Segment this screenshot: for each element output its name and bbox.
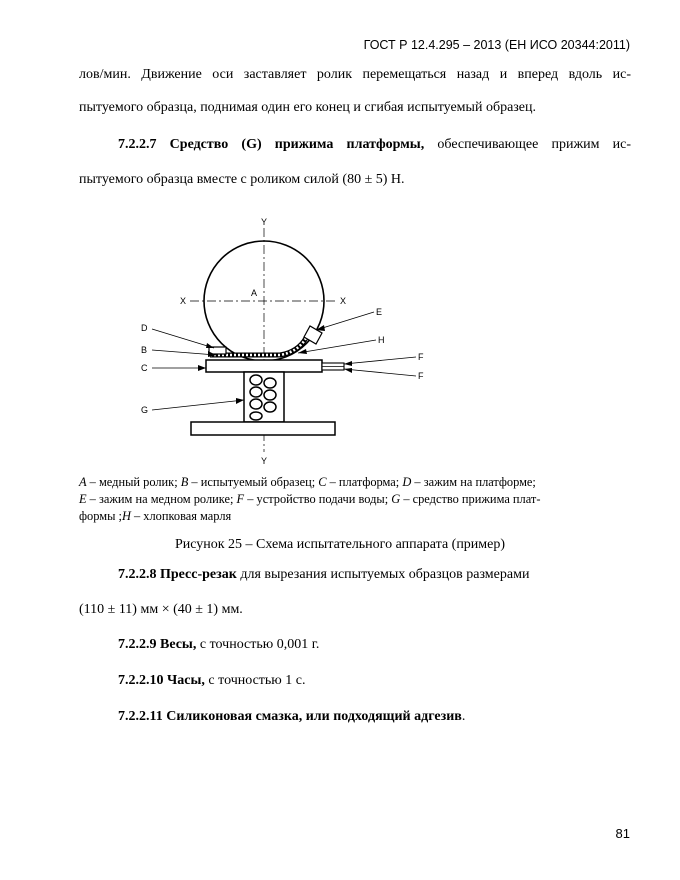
document-header: ГОСТ Р 12.4.295 – 2013 (ЕН ИСО 20344:2011): [363, 38, 630, 52]
figure-legend-line2: E – зажим на медном ролике; F – устройство подачи воды; G – средство прижима плат-: [79, 492, 541, 506]
base-plate: [191, 422, 335, 435]
para-7-2-2-9: 7.2.2.9 Весы, с точностью 0,001 г.: [118, 637, 320, 652]
label-b: B: [141, 345, 148, 355]
para-7-2-2-7-line1: [118, 136, 631, 154]
label-g: G: [141, 405, 149, 415]
label-h: H: [378, 335, 385, 345]
label-c: C: [141, 363, 148, 373]
figure-caption: Рисунок 25 – Схема испытательного аппарата (пример): [174, 537, 506, 552]
para-7-2-2-10: 7.2.2.10 Часы, с точностью 1 с.: [118, 673, 306, 688]
para-7-2-2-8-line2: (110 ± 11) мм × (40 ± 1) мм.: [79, 602, 243, 617]
label-f-bottom: F: [418, 371, 424, 381]
para1-line2: пытуемого образца, поднимая один его конец и сгибая испытуемый образец.: [79, 100, 537, 115]
para-7-2-2-8-line1: 7.2.2.8 Пресс-резак для вырезания испытуемых образцов размерами: [118, 567, 530, 582]
x-axis-label-left: X: [180, 296, 187, 306]
para-7-2-2-11: 7.2.2.11 Силиконовая смазка, или подходящий адгезив.: [118, 709, 466, 724]
x-axis-label-right: X: [340, 296, 347, 306]
apparatus-diagram: [130, 212, 430, 468]
section-text: обеспечивающее прижим ис-: [437, 137, 631, 152]
section-title: Средство (G) прижима платформы,: [169, 137, 425, 152]
section-number: 7.2.2.7: [118, 137, 157, 152]
label-f-top: F: [418, 352, 424, 362]
platform: [206, 360, 322, 372]
y-axis-label-top: Y: [261, 217, 268, 227]
para-7-2-2-7-line2: пытуемого образца вместе с роликом силой (80 ± 5) Н.: [79, 172, 405, 187]
label-e: E: [376, 307, 383, 317]
page-number: 81: [615, 826, 630, 841]
roller-label: A: [251, 288, 258, 298]
label-d: D: [141, 323, 148, 333]
figure-legend-line3: формы ;H – хлопковая марля: [79, 509, 232, 523]
y-axis-label-bottom: Y: [261, 456, 268, 466]
para1-line1: лов/мин. Движение оси заставляет ролик перемещаться назад и вперед вдоль ис-: [79, 67, 631, 82]
figure-legend-line1: A – медный ролик; B – испытуемый образец; C – платформа; D – зажим на платформе;: [79, 475, 536, 489]
